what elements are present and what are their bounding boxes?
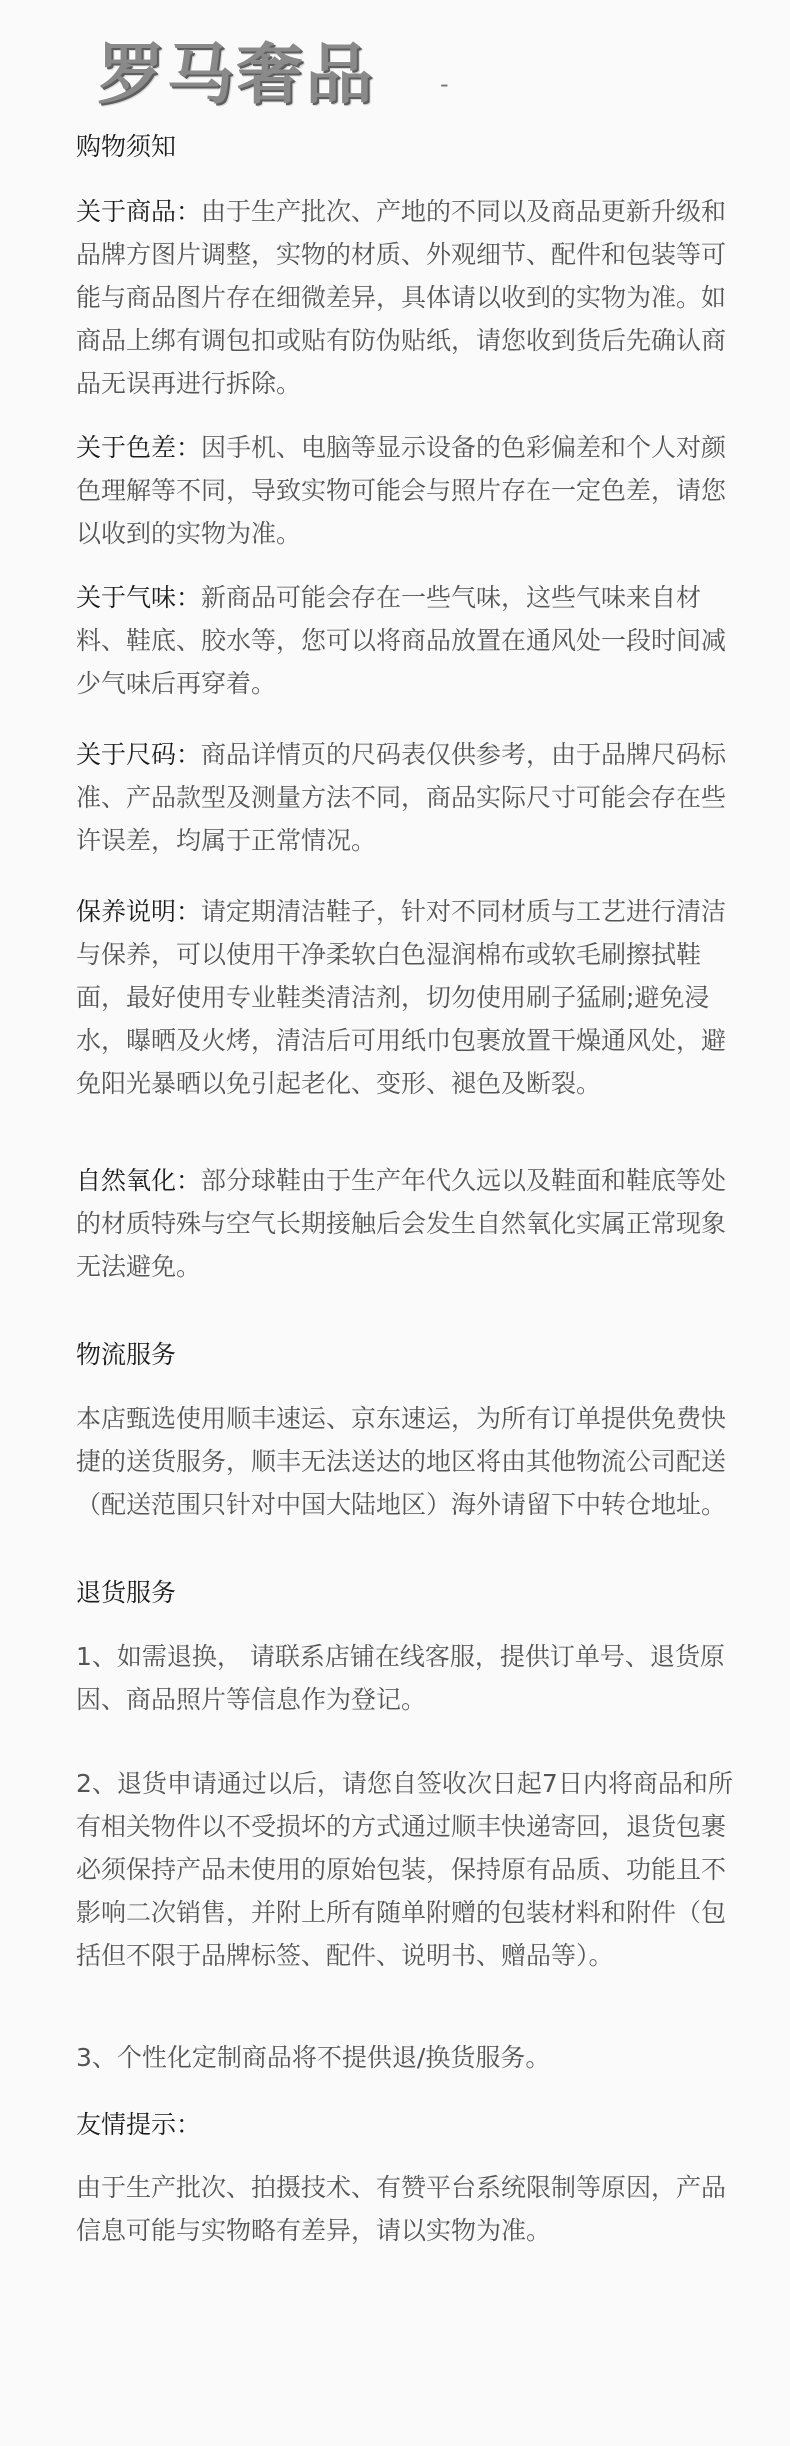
- brand-logo: 罗马奢品: [97, 36, 375, 113]
- notice-item-text: 商品详情页的尺码表仅供参考，由于品牌尺码标准、产品款型及测量方法不同，商品实际尺寸可能会存在些许误差，均属于正常情况。: [76, 740, 727, 855]
- returns-item: 2、退货申请通过以后，请您自签收次日起7日内将商品和所有相关物件以不受损坏的方式通过顺丰快递寄回，退货包裹必须保持产品未使用的原始包装，保持原有品质、功能且不影响二次销售，并附上所有随单附赠的包装材料和附件（包括但不限于品牌标签、配件、说明书、赠品等）。: [76, 1769, 733, 1970]
- tips-text: 由于生产批次、拍摄技术、有赞平台系统限制等原因，产品信息可能与实物略有差异，请以实物为准。: [76, 2173, 727, 2245]
- notice-item-smell: [76, 576, 736, 705]
- notice-item-lead: 关于气味：: [76, 583, 202, 612]
- notice-item-color: [76, 426, 736, 555]
- logistics-text: 本店甄选使用顺丰速运、京东速运，为所有订单提供免费快捷的送货服务，顺丰无法送达的地区将由其他物流公司配送（配送范围只针对中国大陆地区）海外请留下中转仓地址。: [76, 1404, 727, 1519]
- logistics-heading: 物流服务: [76, 1340, 177, 1369]
- notice-item-care: [76, 890, 736, 1105]
- notice-item-lead: 自然氧化：: [76, 1166, 202, 1195]
- returns-item: 1、如需退换， 请联系店铺在线客服，提供订单号、退货原因、商品照片等信息作为登记。: [76, 1642, 725, 1714]
- notice-item-size: [76, 733, 736, 862]
- shopping-notice-heading: 购物须知: [76, 132, 177, 161]
- notice-item-oxidation: [76, 1159, 736, 1288]
- returns-item: 3、个性化定制商品将不提供退/换货服务。: [76, 2043, 551, 2072]
- notice-item-lead: 保养说明：: [76, 897, 202, 926]
- notice-item-lead: 关于商品：: [76, 197, 202, 226]
- notice-item-text: 因手机、电脑等显示设备的色彩偏差和个人对颜色理解等不同，导致实物可能会与照片存在一定色差，请您以收到的实物为准。: [76, 433, 727, 548]
- notice-item-text: 新商品可能会存在一些气味，这些气味来自材料、鞋底、胶水等，您可以将商品放置在通风处一段时间减少气味后再穿着。: [76, 583, 727, 698]
- notice-item-text: 由于生产批次、产地的不同以及商品更新升级和品牌方图片调整，实物的材质、外观细节、配件和包装等可能与商品图片存在细微差异，具体请以收到的实物为准。如商品上绑有调包扣或贴有防伪贴纸，请您收到货后先确认商品无误再进行拆除。: [76, 197, 727, 398]
- returns-heading: 退货服务: [76, 1578, 177, 1607]
- notice-item-text: 请定期清洁鞋子，针对不同材质与工艺进行清洁与保养，可以使用干净柔软白色湿润棉布或软毛刷擦拭鞋面，最好使用专业鞋类清洁剂，切勿使用刷子猛刷;避免浸水，曝晒及火烤，清洁后可用纸巾包裹放置干燥通风处，避免阳光暴晒以免引起老化、变形、褪色及断裂。: [76, 897, 727, 1098]
- notice-item-lead: 关于尺码：: [76, 740, 202, 769]
- notice-item-product: [76, 190, 736, 405]
- tips-heading: 友情提示：: [76, 2110, 202, 2139]
- notice-item-lead: 关于色差：: [76, 433, 202, 462]
- notice-item-text: 部分球鞋由于生产年代久远以及鞋面和鞋底等处的材质特殊与空气长期接触后会发生自然氧化实属正常现象无法避免。: [76, 1166, 727, 1281]
- header-dash: -: [440, 70, 449, 98]
